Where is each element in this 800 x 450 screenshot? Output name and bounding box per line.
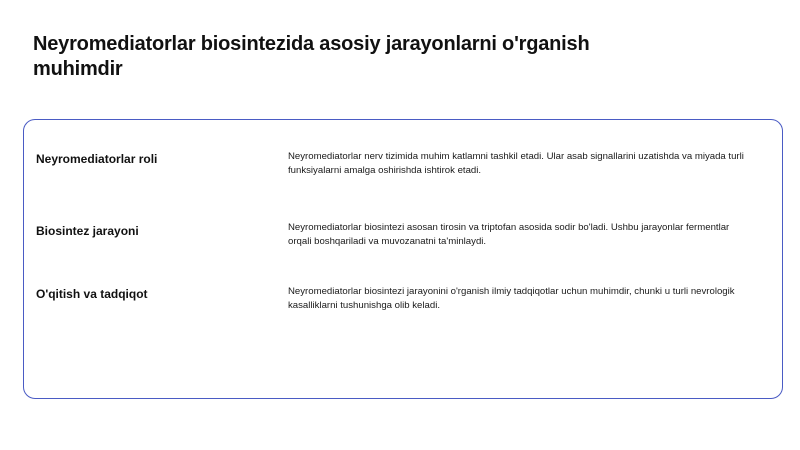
row-label: O'qitish va tadqiqot	[36, 287, 148, 301]
slide-title: Neyromediatorlar biosintezida asosiy jarayonlarni o'rganish muhimdir	[33, 33, 590, 80]
content-card	[23, 119, 783, 399]
row-description: Neyromediatorlar nerv tizimida muhim katlamni tashkil etadi. Ular asab signallarini uzatishda va miyada turli funksiyalarni amalga oshirishda ishtirok etadi.	[288, 151, 744, 176]
row-label: Biosintez jarayoni	[36, 224, 139, 238]
row-label: Neyromediatorlar roli	[36, 152, 158, 166]
row-description: Neyromediatorlar biosintezi asosan tirosin va triptofan asosida sodir bo'ladi. Ushbu jarayonlar fermentlar orqali boshqariladi va muvozanatni ta'minlaydi.	[288, 222, 730, 247]
row-description: Neyromediatorlar biosintezi jarayonini o'rganish ilmiy tadqiqotlar uchun muhimdir, chunki u turli nevrologik kasalliklarni tushunishga olib keladi.	[288, 286, 735, 311]
